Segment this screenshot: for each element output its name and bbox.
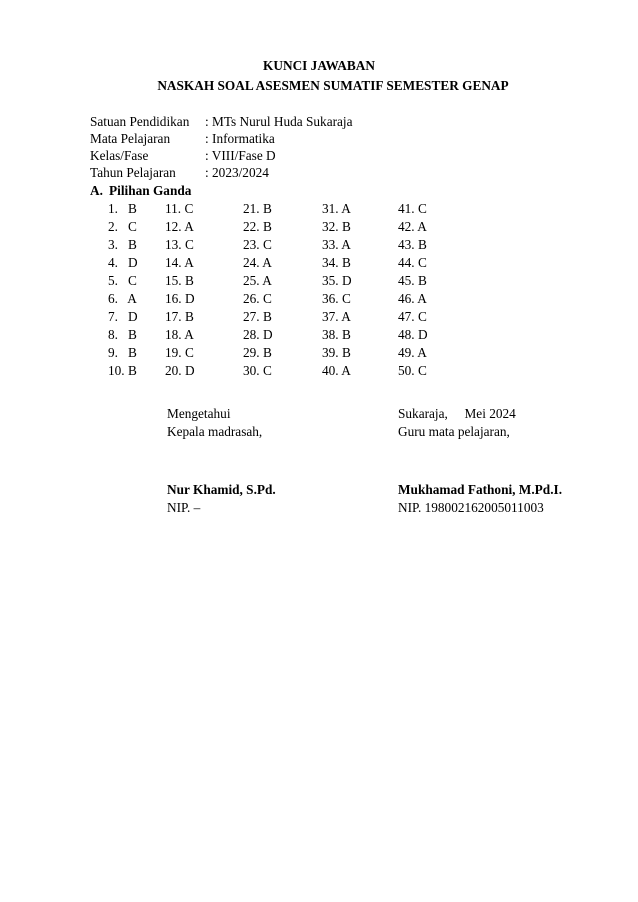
sig-right-line1: Sukaraja, Mei 2024	[398, 406, 516, 421]
answer-row	[108, 200, 468, 218]
answer-item: 8. B	[108, 327, 137, 342]
info-key: Mata Pelajaran	[90, 131, 171, 146]
answer-item: 37. A	[322, 309, 351, 324]
answer-item: 20. D	[165, 363, 195, 378]
info-block	[90, 113, 353, 181]
answer-item: 30. C	[243, 363, 272, 378]
answer-row	[108, 254, 468, 272]
info-value: : 2023/2024	[205, 165, 269, 180]
info-key: Satuan Pendidikan	[90, 114, 190, 129]
info-row	[90, 113, 353, 130]
document-title: KUNCI JAWABAN	[263, 58, 375, 73]
info-value: : MTs Nurul Huda Sukaraja	[205, 114, 353, 129]
info-value: : VIII/Fase D	[205, 148, 276, 163]
answer-item: 18. A	[165, 327, 194, 342]
answer-item: 2. C	[108, 219, 137, 234]
answer-item: 3. B	[108, 237, 137, 252]
sig-right-line2: Guru mata pelajaran,	[398, 424, 510, 439]
answer-item: 39. B	[322, 345, 351, 360]
info-row	[90, 147, 353, 164]
answer-item: 38. B	[322, 327, 351, 342]
answer-row	[108, 326, 468, 344]
answer-item: 40. A	[322, 363, 351, 378]
answer-item: 12. A	[165, 219, 194, 234]
answer-item: 6. A	[108, 291, 137, 306]
answer-item: 1. B	[108, 201, 137, 216]
answer-item: 35. D	[322, 273, 352, 288]
answer-row	[108, 272, 468, 290]
section-title: Pilihan Ganda	[109, 183, 192, 198]
answer-item: 50. C	[398, 363, 427, 378]
answer-item: 33. A	[322, 237, 351, 252]
answer-item: 21. B	[243, 201, 272, 216]
answer-row	[108, 218, 468, 236]
info-row	[90, 130, 353, 147]
answer-item: 44. C	[398, 255, 427, 270]
answer-item: 14. A	[165, 255, 194, 270]
document-subtitle: NASKAH SOAL ASESMEN SUMATIF SEMESTER GENAP	[157, 78, 509, 93]
sig-left-line1: Mengetahui	[167, 406, 231, 421]
answer-item: 26. C	[243, 291, 272, 306]
answer-item: 46. A	[398, 291, 427, 306]
teacher-name: Mukhamad Fathoni, M.Pd.I.	[398, 482, 563, 497]
answer-item: 4. D	[108, 255, 138, 270]
answer-row	[108, 290, 468, 308]
section-number: A.	[90, 183, 103, 198]
answer-item: 7. D	[108, 309, 138, 324]
answer-item: 24. A	[243, 255, 272, 270]
answer-item: 32. B	[322, 219, 351, 234]
answer-item: 42. A	[398, 219, 427, 234]
answer-item: 49. A	[398, 345, 427, 360]
answer-key-table	[108, 200, 468, 380]
answer-item: 41. C	[398, 201, 427, 216]
answer-item: 22. B	[243, 219, 272, 234]
answer-row	[108, 308, 468, 326]
answer-row	[108, 344, 468, 362]
answer-item: 28. D	[243, 327, 273, 342]
answer-item: 13. C	[165, 237, 194, 252]
answer-item: 23. C	[243, 237, 272, 252]
info-row	[90, 164, 353, 181]
answer-item: 45. B	[398, 273, 427, 288]
teacher-nip: NIP. 198002162005011003	[398, 500, 544, 515]
answer-item: 48. D	[398, 327, 428, 342]
info-key: Tahun Pelajaran	[90, 165, 176, 180]
answer-row	[108, 362, 468, 380]
info-value: : Informatika	[205, 131, 275, 146]
answer-item: 11. C	[165, 201, 194, 216]
answer-item: 17. B	[165, 309, 194, 324]
answer-item: 31. A	[322, 201, 351, 216]
answer-item: 5. C	[108, 273, 137, 288]
answer-item: 19. C	[165, 345, 194, 360]
answer-row	[108, 236, 468, 254]
answer-item: 10. B	[108, 363, 137, 378]
sig-left-line2: Kepala madrasah,	[167, 424, 263, 439]
answer-item: 9. B	[108, 345, 137, 360]
answer-item: 25. A	[243, 273, 272, 288]
section-heading	[90, 183, 191, 199]
answer-item: 43. B	[398, 237, 427, 252]
headmaster-nip: NIP. –	[167, 500, 201, 515]
answer-item: 29. B	[243, 345, 272, 360]
answer-item: 47. C	[398, 309, 427, 324]
info-key: Kelas/Fase	[90, 148, 149, 163]
answer-item: 15. B	[165, 273, 194, 288]
answer-item: 34. B	[322, 255, 351, 270]
answer-item: 27. B	[243, 309, 272, 324]
headmaster-name: Nur Khamid, S.Pd.	[167, 482, 276, 497]
answer-item: 16. D	[165, 291, 195, 306]
answer-item: 36. C	[322, 291, 351, 306]
